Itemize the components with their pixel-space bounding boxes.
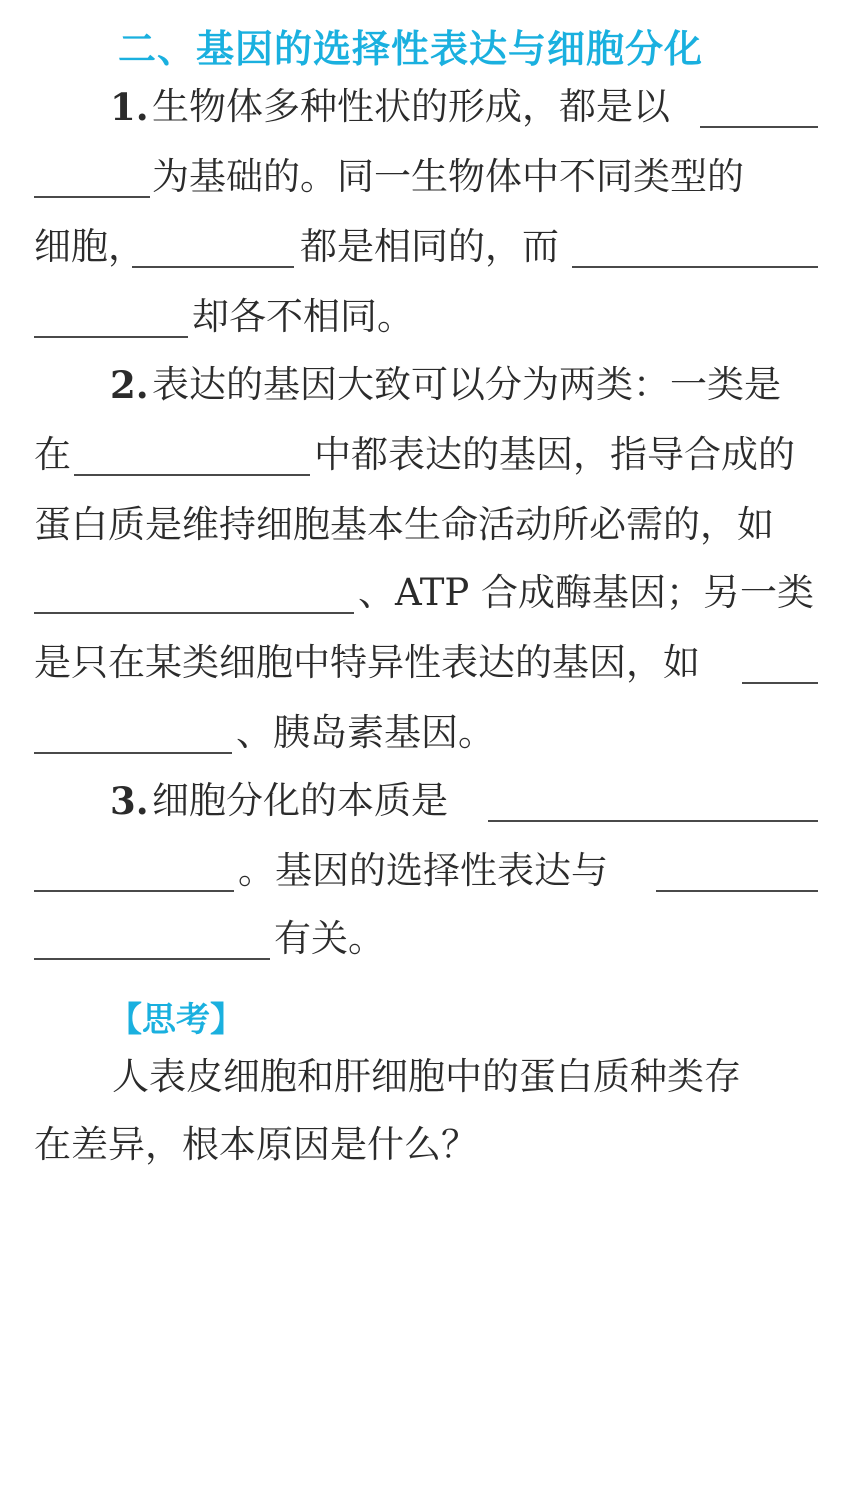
q2-line-5 bbox=[0, 638, 859, 688]
q3-text-2: 。基因的选择性表达与 bbox=[238, 849, 608, 892]
q2-blank-3b[interactable] bbox=[34, 752, 232, 754]
q2-text-4: 、ATP 合成酶基因；另一类 bbox=[358, 571, 815, 614]
q1-number: 1. bbox=[110, 85, 149, 129]
section-title: 二、基因的选择性表达与细胞分化 bbox=[118, 27, 704, 71]
q1-line-2 bbox=[0, 152, 859, 202]
think-line-1 bbox=[0, 1052, 859, 1102]
q3-blank-2b[interactable] bbox=[34, 958, 270, 960]
q3-line-1 bbox=[0, 776, 859, 826]
think-text-1: 人表皮细胞和肝细胞中的蛋白质种类存 bbox=[112, 1055, 741, 1098]
q3-text-1: 细胞分化的本质是 bbox=[152, 779, 448, 822]
q1-text-4: 却各不相同。 bbox=[192, 295, 414, 338]
q3-blank-1a[interactable] bbox=[488, 820, 818, 822]
q1-text-3b: 都是相同的，而 bbox=[300, 225, 559, 268]
think-text-2: 在差异，根本原因是什么？ bbox=[34, 1123, 478, 1166]
q2-number: 2. bbox=[110, 363, 149, 407]
q3-blank-2a[interactable] bbox=[656, 890, 818, 892]
q2-blank-3a[interactable] bbox=[742, 682, 818, 684]
think-line-2 bbox=[0, 1120, 859, 1170]
q3-line-3 bbox=[0, 914, 859, 964]
q1-blank-3a[interactable] bbox=[572, 266, 818, 268]
q2-line-6 bbox=[0, 708, 859, 758]
q1-line-4 bbox=[0, 292, 859, 342]
q1-blank-1a[interactable] bbox=[700, 126, 818, 128]
q2-text-6: 、胰岛素基因。 bbox=[236, 711, 495, 754]
q2-line-1 bbox=[0, 360, 859, 410]
q3-line-2 bbox=[0, 846, 859, 896]
q1-text-1: 生物体多种性状的形成，都是以 bbox=[152, 85, 670, 128]
q2-line-4 bbox=[0, 568, 859, 618]
q2-text-3: 蛋白质是维持细胞基本生命活动所必需的，如 bbox=[34, 503, 774, 546]
q1-blank-1b[interactable] bbox=[34, 196, 150, 198]
q2-blank-2[interactable] bbox=[34, 612, 354, 614]
q1-line-3 bbox=[0, 222, 859, 272]
q3-number: 3. bbox=[110, 779, 149, 823]
q3-blank-1b[interactable] bbox=[34, 890, 234, 892]
q1-text-2: 为基础的。同一生物体中不同类型的 bbox=[152, 155, 744, 198]
q2-text-2a: 在 bbox=[34, 433, 71, 476]
q2-text-5: 是只在某类细胞中特异性表达的基因，如 bbox=[34, 641, 700, 684]
q1-text-3a: 细胞， bbox=[34, 225, 145, 268]
q1-blank-3b[interactable] bbox=[34, 336, 188, 338]
think-label: 【思考】 bbox=[108, 1000, 244, 1040]
q2-blank-1[interactable] bbox=[74, 474, 310, 476]
q1-line-1 bbox=[0, 82, 859, 132]
q2-line-3 bbox=[0, 500, 859, 550]
q1-blank-2[interactable] bbox=[132, 266, 294, 268]
q2-line-2 bbox=[0, 430, 859, 480]
q2-text-2b: 中都表达的基因，指导合成的 bbox=[314, 433, 795, 476]
q2-text-1: 表达的基因大致可以分为两类：一类是 bbox=[152, 363, 781, 406]
q3-text-3: 有关。 bbox=[274, 917, 385, 960]
